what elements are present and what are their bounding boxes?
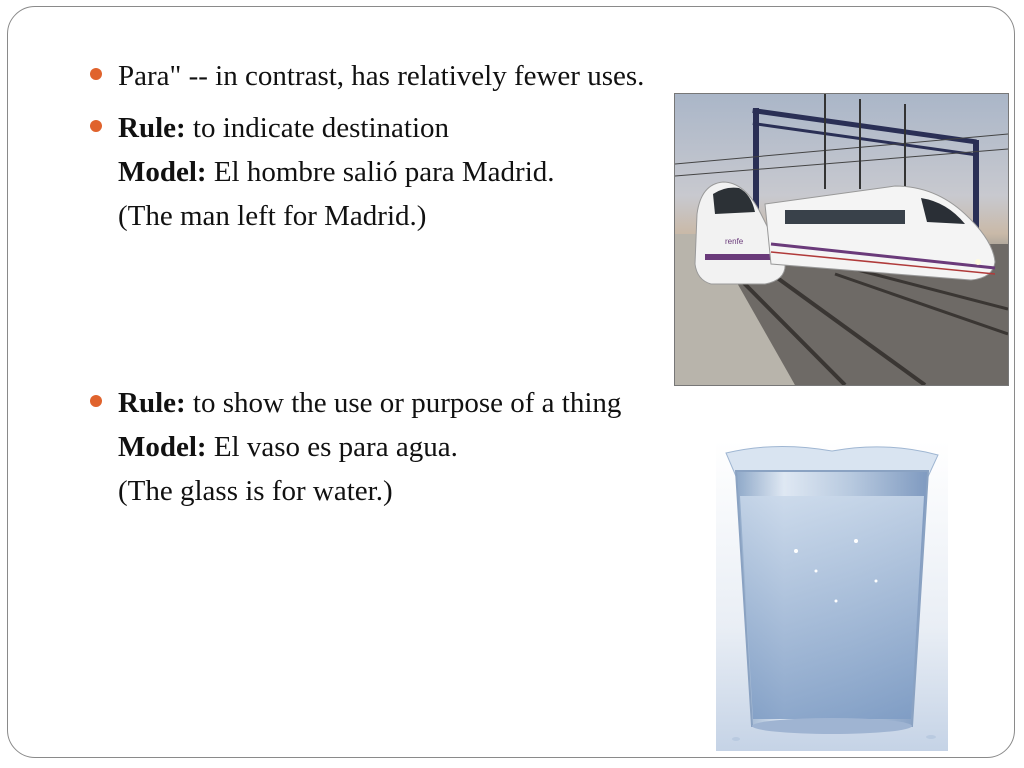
model-text: El vaso es para agua. [206, 431, 458, 463]
translation-line: (The glass is for water.) [118, 475, 393, 507]
model-text: El hombre salió para Madrid. [206, 156, 555, 188]
model-line [90, 150, 555, 194]
rule-label: Rule: [118, 112, 186, 144]
bullet-dot-icon [90, 68, 102, 80]
water-glass-photo [716, 441, 948, 751]
rule-text: to indicate destination [185, 112, 450, 144]
bullet-dot-icon [90, 395, 102, 407]
translation-line: (The man left for Madrid.) [118, 200, 427, 232]
model-label: Model: [118, 156, 207, 188]
bullet-line [90, 54, 644, 98]
rule-line [90, 381, 621, 425]
model-label: Model: [118, 431, 207, 463]
water-glass-illustration [716, 441, 948, 751]
train-photo [674, 93, 1009, 386]
bullet-intro-text: Para" -- in contrast, has relatively fewer uses. [118, 60, 645, 92]
rule-line [90, 106, 555, 150]
rule-label: Rule: [118, 387, 186, 419]
rule-text: to show the use or purpose of a thing [185, 387, 622, 419]
renfe-logo: renfe [725, 237, 744, 246]
bullet-purpose [90, 381, 621, 513]
model-line [90, 425, 621, 469]
bullet-destination [90, 106, 555, 238]
train-illustration [675, 94, 1008, 385]
bullet-dot-icon [90, 120, 102, 132]
bullet-intro [90, 54, 644, 98]
